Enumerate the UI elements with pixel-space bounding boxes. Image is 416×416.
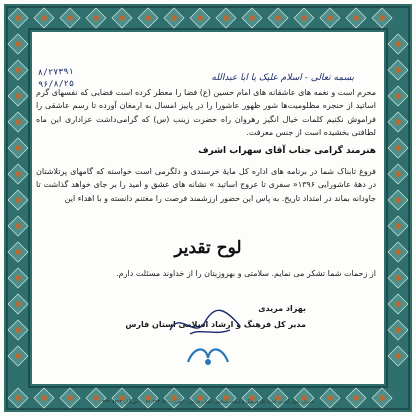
closing-paragraph: از زحمات شما تشکر می نمایم. سلامتی و بهروزیتان را از خداوند مسئلت دارم.: [116, 269, 376, 278]
appreciation-paragraph: فروغ تابناک شما در برنامه های اداره کل مایهٔ خرسندی و دلگرمی است خواسته که گامهای پرتلاشتان در دههٔ عاشورایی ۱۳۹۶« سفری تا عروج اساتید » نشانه های عشق و امید را بر جای خواهد گذاشت تا جاودانه بماند در امتداد تاریخ. به پاس این حضور ارزشمند فرصت را مغتنم دانسته و با اهداء این: [36, 167, 377, 203]
handwritten-header: بسمه تعالی - اسلام علیک یا ابا عبدالله: [211, 73, 354, 83]
intro-paragraph: محرم است و نغمه های عاشقانه های امام حسین (ع) فضا را معطر کرده است فضایی که نفسهای گرم اساتید از حنجره مظلومیت‌ها شور ظهور عاشورا را در پاییز امسال به ارمغان آورده تا رسم عاشقی را فراموش نکنیم کلمات خیال انگیز رهروان راه حضرت زینب (س) که گرامی‌داشت عزاداری این ماه لطافتی بخشیده است از جنس معرفت.: [36, 88, 376, 138]
handwritten-signature: [160, 300, 250, 345]
recipient-name: هنرمند گرامی جناب آقای سهراب اشرف: [198, 146, 376, 156]
signatory-title: مدیر کل فرهنگ و ارشاد اسلامی استان فارس: [125, 320, 306, 329]
footer-address: شیراز، بلوار آزادی، اداره کل فرهنگ و ارشاد اسلامی استان فارس - تلفن: ۳۲۳۰۸۱۰۰-۰۷۱ - دورنگار: ۳۲۳۰۸۴۴۲: [102, 400, 314, 405]
reference-date-value: ۹۶/۸/۲۵: [38, 78, 75, 91]
reference-number-value: ۸/۲۷۳۹۱: [37, 66, 74, 79]
ministry-logo: [180, 340, 236, 370]
signatory-name: بهزاد مریدی: [258, 304, 306, 313]
certificate-title: لوح تقدیر: [174, 238, 242, 258]
